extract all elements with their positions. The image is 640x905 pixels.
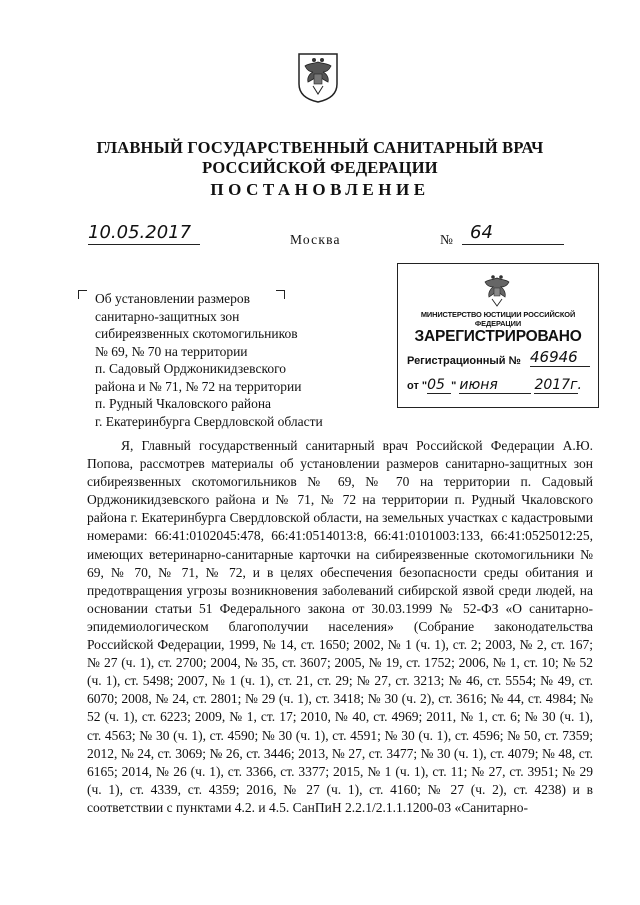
document-city: Москва	[290, 232, 341, 247]
subject-line: № 69, № 70 на территории	[95, 343, 248, 359]
stamp-date-year: 2017г.	[534, 377, 582, 393]
stamp-date	[407, 377, 593, 394]
issuer-title	[0, 138, 640, 178]
document-type: ПОСТАНОВЛЕНИЕ	[210, 180, 430, 199]
stamp-date-quote: "	[451, 380, 457, 392]
subject-line: Об установлении размеров	[95, 291, 251, 306]
stamp-ministry: МИНИСТЕРСТВО ЮСТИЦИИ РОССИЙСКОЙ ФЕДЕРАЦИИ	[420, 310, 576, 328]
subject-line: п. Рудный Чкаловского района	[95, 396, 272, 411]
state-emblem-icon	[295, 50, 341, 104]
document-date: 10.05.2017	[88, 222, 200, 245]
registration-stamp	[397, 263, 599, 408]
subject-line: г. Екатеринбурга Свердловской области	[95, 413, 323, 429]
subject-line: санитарно-защитных зон	[95, 308, 240, 324]
stamp-date-prefix: от "	[407, 380, 428, 392]
body-paragraph: Я, Главный государственный санитарный врач Российской Федерации А.Ю. Попова, рассмотрев материалы об установлении размеров санитарно-защитных зон сибиреязвенных скотомогильников № 69, № 70 на территории п. Садовый Орджоникидзевского района и № 71, № 72 на территории п. Рудный Чкаловского района г. Екатеринбурга Свердловской области, на земельных участках с кадастровыми номерами: 66:41:0102045:478, 66:41:0514013:8, 66:41:0101003:133, 66:41:0525012:25, имеющих ветеринарно-санитарные карточки на сибиреязвенные скотомогильники № 69, № 70, № 71, № 72, и в целях обеспечения безопасности среды обитания и предотвращения угрозы возникновения заболеваний сибирской язвой среди людей, на основании статьи 51 Федерального закона от 30.03.1999 № 52-ФЗ «О санитарно-эпидемиологическом благополучии населения» (Собрание законодательства Российской Федерации, 1999, № 14, ст. 1650; 2002, № 1 (ч. 1), ст. 2; 2003, № 2, ст. 167; № 27 (ч. 1), ст. 2700; 2004, № 35, ст. 3607; 2005, № 19, ст. 1752; 2006, № 1, ст. 10; № 52 (ч. 1), ст. 5498; 2007, № 1 (ч. 1), ст. 21, ст. 29; № 27, ст. 3213; № 46, ст. 5554; № 49, ст. 6070; 2008, № 24, ст. 2801; № 29 (ч. 1), ст. 3418; № 30 (ч. 2), ст. 3616; № 44, ст. 4984; № 52 (ч. 1), ст. 6223; 2009, № 1, ст. 17; 2010, № 40, ст. 4969; 2011, № 1, ст. 6; № 30 (ч. 1), ст. 4563; № 30 (ч. 1), ст. 4590; № 30 (ч. 1), ст. 4591; № 30 (ч. 1), ст. 4596; № 50, ст. 7359; 2012, № 24, ст. 3069; № 26, ст. 3446; 2013, № 27, ст. 3477; № 30 (ч. 1), ст. 4079; № 48, ст. 6165; 2014, № 26 (ч. 1), ст. 3366, ст. 3377; 2015, № 1 (ч. 1), ст. 11; № 27, ст. 3951; № 29 (ч. 1), ст. 4339, ст. 4359; 2016, № 27 (ч. 1), ст. 4160; № 27 (ч. 2), ст. 4238) и в соответствии с пунктами 4.2. и 4.5. СанПиН 2.2.1/2.1.1.1200-03 «Санитарно-	[87, 438, 593, 815]
stamp-reg-label: Регистрационный №	[407, 355, 521, 367]
stamp-emblem-icon	[480, 272, 514, 308]
document-number: 64	[462, 222, 564, 245]
stamp-date-day: 05	[427, 377, 451, 394]
document-subject	[95, 290, 365, 430]
subject-line: сибиреязвенных скотомогильников	[95, 326, 298, 341]
subject-line: района и № 71, № 72 на территории	[95, 378, 302, 394]
subject-bracket-left	[78, 290, 87, 299]
document-number-label: №	[440, 232, 453, 247]
subject-line: п. Садовый Орджоникидзевского	[95, 361, 287, 376]
stamp-registered: ЗАРЕГИСТРИРОВАНО	[414, 328, 582, 345]
stamp-reg-number: 46946	[530, 348, 590, 367]
stamp-date-month: июня	[459, 377, 531, 394]
issuer-line-2: РОССИЙСКОЙ ФЕДЕРАЦИИ	[202, 158, 438, 177]
issuer-line-1: ГЛАВНЫЙ ГОСУДАРСТВЕННЫЙ САНИТАРНЫЙ ВРАЧ	[96, 138, 544, 157]
